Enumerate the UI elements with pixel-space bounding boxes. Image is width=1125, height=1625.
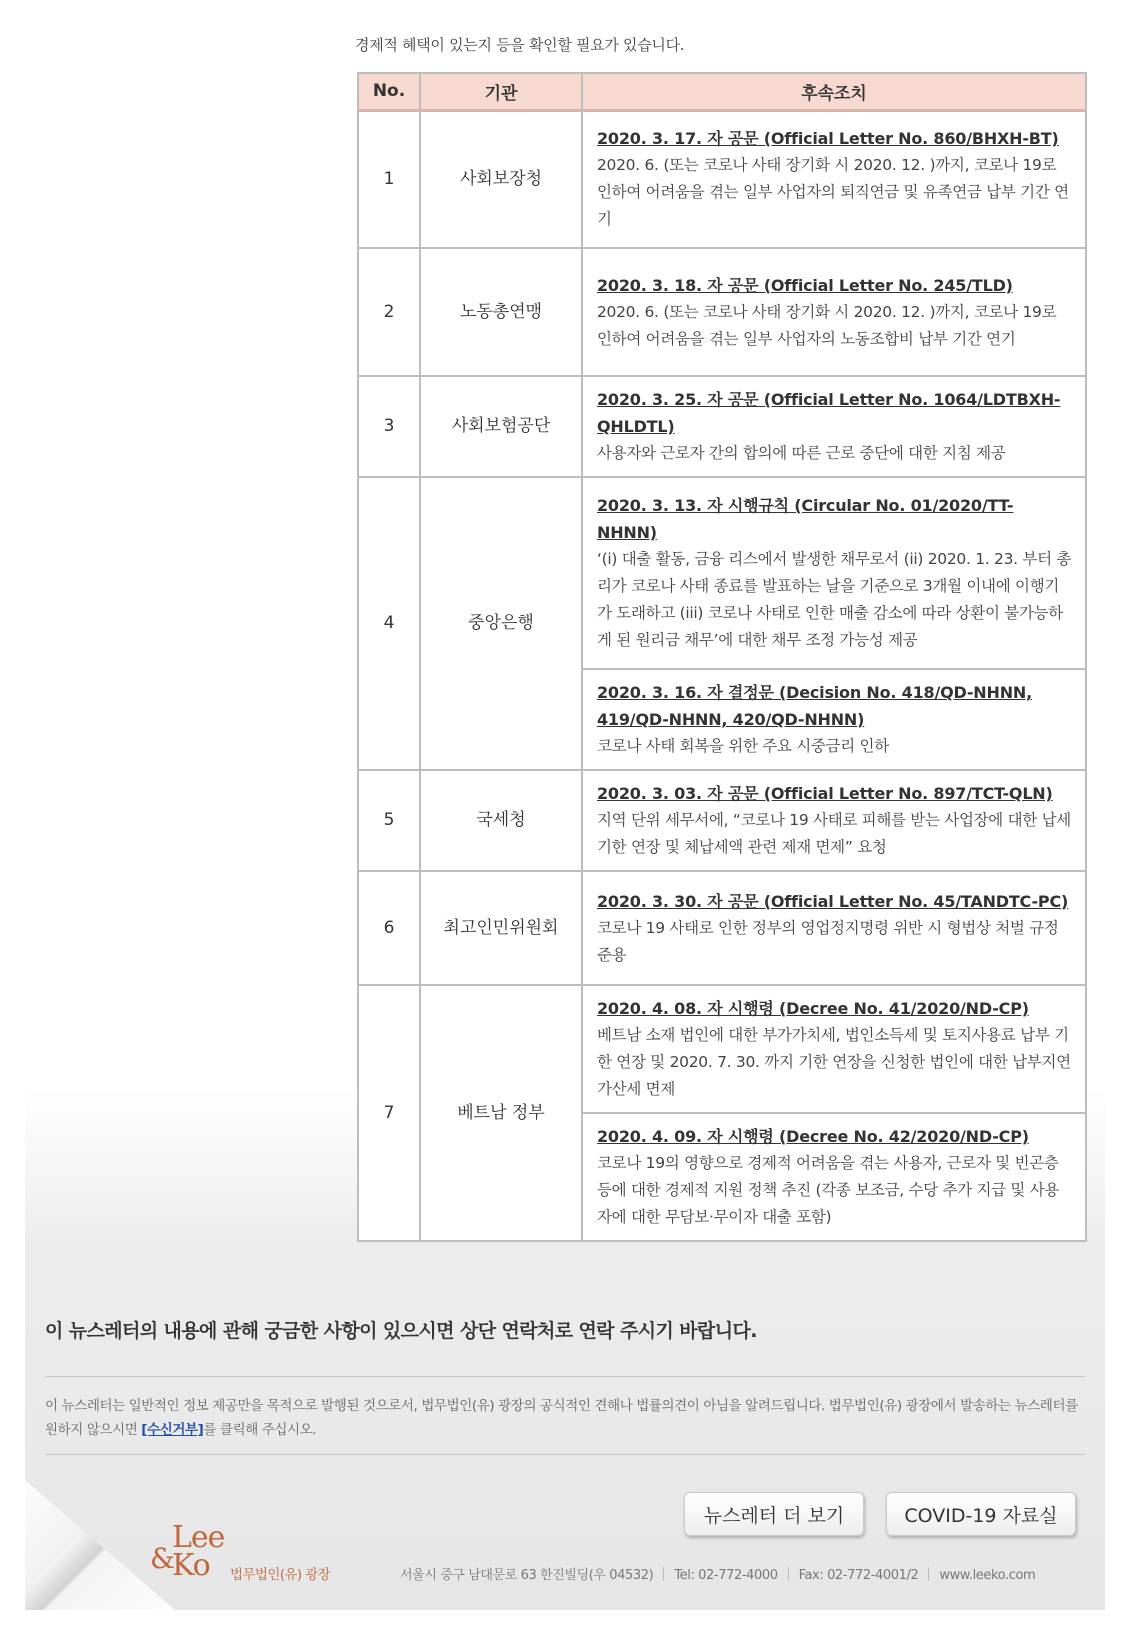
logo-lee: Lee (172, 1520, 225, 1555)
action-desc: 코로나 19의 영향으로 경제적 어려움을 겪는 사용자, 근로자 및 빈곤층 등에 대한 경제적 지원 정책 추진 (각종 보조금, 수당 추가 지급 및 사용자에 대한 무담보·무이자 대출 포함) (597, 1154, 1060, 1226)
row-no: 5 (358, 770, 420, 871)
tel: Tel: 02-772-4000 (674, 1568, 778, 1583)
header-action: 후속조치 (582, 73, 1086, 110)
separator (663, 1567, 664, 1581)
table-row (358, 376, 1086, 477)
action-title[interactable]: 2020. 3. 03. 자 공문 (Official Letter No. 897/TCT-QLN) (597, 784, 1053, 803)
separator (928, 1567, 929, 1581)
unsubscribe-link[interactable]: [수신거부] (141, 1422, 204, 1438)
action-title[interactable]: 2020. 3. 18. 자 공문 (Official Letter No. 245/TLD) (597, 275, 1013, 295)
row-no: 3 (358, 376, 420, 477)
row-no: 6 (358, 871, 420, 985)
contact-note: 이 뉴스레터의 내용에 관해 궁금한 사항이 있으시면 상단 연락처로 연락 주시기 바랍니다. (45, 1320, 757, 1342)
action-title[interactable]: 2020. 3. 17. 자 공문 (Official Letter No. 860/BHXH-BT) (597, 129, 1059, 149)
measures-table (357, 72, 1087, 1242)
row-action (582, 985, 1086, 1113)
action-desc: 베트남 소재 법인에 대한 부가가치세, 법인소득세 및 토지사용료 납부 기한 연장 및 2020. 7. 30. 까지 기한 연장을 신청한 법인에 대한 납부지연가산세 면제 (597, 1026, 1071, 1098)
row-action (582, 1113, 1086, 1241)
firm-name: 법무법인(유) 광장 (230, 1567, 331, 1583)
table-row (358, 477, 1086, 669)
row-no: 2 (358, 248, 420, 376)
header-no: No. (358, 73, 420, 110)
footer-divider (45, 1376, 1085, 1377)
action-desc: 2020. 6. (또는 코로나 사태 장기화 시 2020. 12. )까지, 코로나 19로 인하여 어려움을 겪는 일부 사업자의 노동조합비 납부 기간 연기 (597, 302, 1057, 348)
table-row (358, 770, 1086, 871)
row-agency: 사회보험공단 (420, 376, 582, 477)
row-agency: 노동총연맹 (420, 248, 582, 376)
row-action (582, 376, 1086, 477)
table-row (358, 871, 1086, 985)
separator (788, 1567, 789, 1581)
row-agency: 최고인민위원회 (420, 871, 582, 985)
action-title[interactable]: 2020. 3. 30. 자 공문 (Official Letter No. 45/TANDTC-PC) (597, 891, 1069, 911)
action-title[interactable]: 2020. 4. 09. 자 시행령 (Decree No. 42/2020/ND-CP) (597, 1127, 1029, 1146)
row-no: 7 (358, 985, 420, 1241)
logo-ko: Ko (172, 1548, 210, 1583)
table-row (358, 248, 1086, 376)
row-no: 4 (358, 477, 420, 770)
intro-text: 경제적 혜택이 있는지 등을 확인할 필요가 있습니다. (355, 36, 685, 54)
disclaimer-text: 이 뉴스레터는 일반적인 정보 제공만을 목적으로 발행된 것으로서, 법무법인(유) 광장의 공식적인 견해나 법률의견이 아님을 알려드립니다. 법무법인(유) 광장에서 발송하는 뉴스레터를 원하지 않으시면 (45, 1398, 1078, 1438)
logo-amp: & (150, 1542, 175, 1575)
action-title[interactable]: 2020. 3. 16. 자 결정문 (Decision No. 418/QD-NHNN, 419/QD-NHNN, 420/QD-NHNN) (597, 683, 1032, 729)
row-agency: 베트남 정부 (420, 985, 582, 1241)
row-agency: 중앙은행 (420, 477, 582, 770)
row-no: 1 (358, 110, 420, 248)
disclaimer (45, 1394, 1085, 1442)
row-action (582, 669, 1086, 770)
action-desc: 사용자와 근로자 간의 합의에 따른 근로 중단에 대한 지침 제공 (597, 444, 1006, 462)
row-action (582, 110, 1086, 248)
more-newsletters-button[interactable]: 뉴스레터 더 보기 (684, 1492, 864, 1536)
footer-divider (45, 1454, 1085, 1455)
action-title[interactable]: 2020. 3. 25. 자 공문 (Official Letter No. 1064/LDTBXH-QHLDTL) (597, 390, 1061, 436)
row-agency: 사회보장청 (420, 110, 582, 248)
action-title[interactable]: 2020. 3. 13. 자 시행규칙 (Circular No. 01/2020/TT-NHNN) (597, 496, 1014, 542)
row-agency: 국세청 (420, 770, 582, 871)
disclaimer-text-end: 를 클릭해 주십시오. (203, 1422, 317, 1438)
covid-resources-button[interactable]: COVID-19 자료실 (886, 1492, 1076, 1536)
leeko-logo[interactable] (150, 1520, 230, 1590)
address: 서울시 중구 남대문로 63 한진빌딩(우 04532) (400, 1568, 654, 1583)
action-desc: 지역 단위 세무서에, “코로나 19 사태로 피해를 받는 사업장에 대한 납세 기한 연장 및 체납세액 관련 제재 면제” 요청 (597, 811, 1071, 856)
address-line (400, 1564, 1035, 1583)
fax: Fax: 02-772-4001/2 (798, 1568, 919, 1583)
row-action (582, 248, 1086, 376)
table-header-row (358, 73, 1086, 110)
table-row (358, 985, 1086, 1113)
row-action (582, 770, 1086, 871)
header-agency: 기관 (420, 73, 582, 110)
website-link[interactable]: www.leeko.com (939, 1568, 1036, 1583)
action-desc: 코로나 사태 회복을 위한 주요 시중금리 인하 (597, 737, 889, 755)
row-action (582, 477, 1086, 669)
action-title[interactable]: 2020. 4. 08. 자 시행령 (Decree No. 41/2020/ND-CP) (597, 999, 1029, 1018)
action-desc: 2020. 6. (또는 코로나 사태 장기화 시 2020. 12. )까지, 코로나 19로 인하여 어려움을 겪는 일부 사업자의 퇴직연금 및 유족연금 납부 기간 연기 (597, 156, 1069, 229)
table-row (358, 110, 1086, 248)
action-desc: ‘(i) 대출 활동, 금융 리스에서 발생한 채무로서 (ii) 2020. 1. 23. 부터 총리가 코로나 사태 종료를 발표하는 날을 기준으로 3개월 이내에 이행기가 도래하고 (iii) 코로나 사태로 인한 매출 감소에 따라 상환이 불가능하게 된 원리금 채무’에 대한 채무 조정 가능성 제공 (597, 550, 1072, 649)
row-action (582, 871, 1086, 985)
action-desc: 코로나 19 사태로 인한 정부의 영업정지명령 위반 시 형법상 처벌 규정 준용 (597, 918, 1059, 964)
